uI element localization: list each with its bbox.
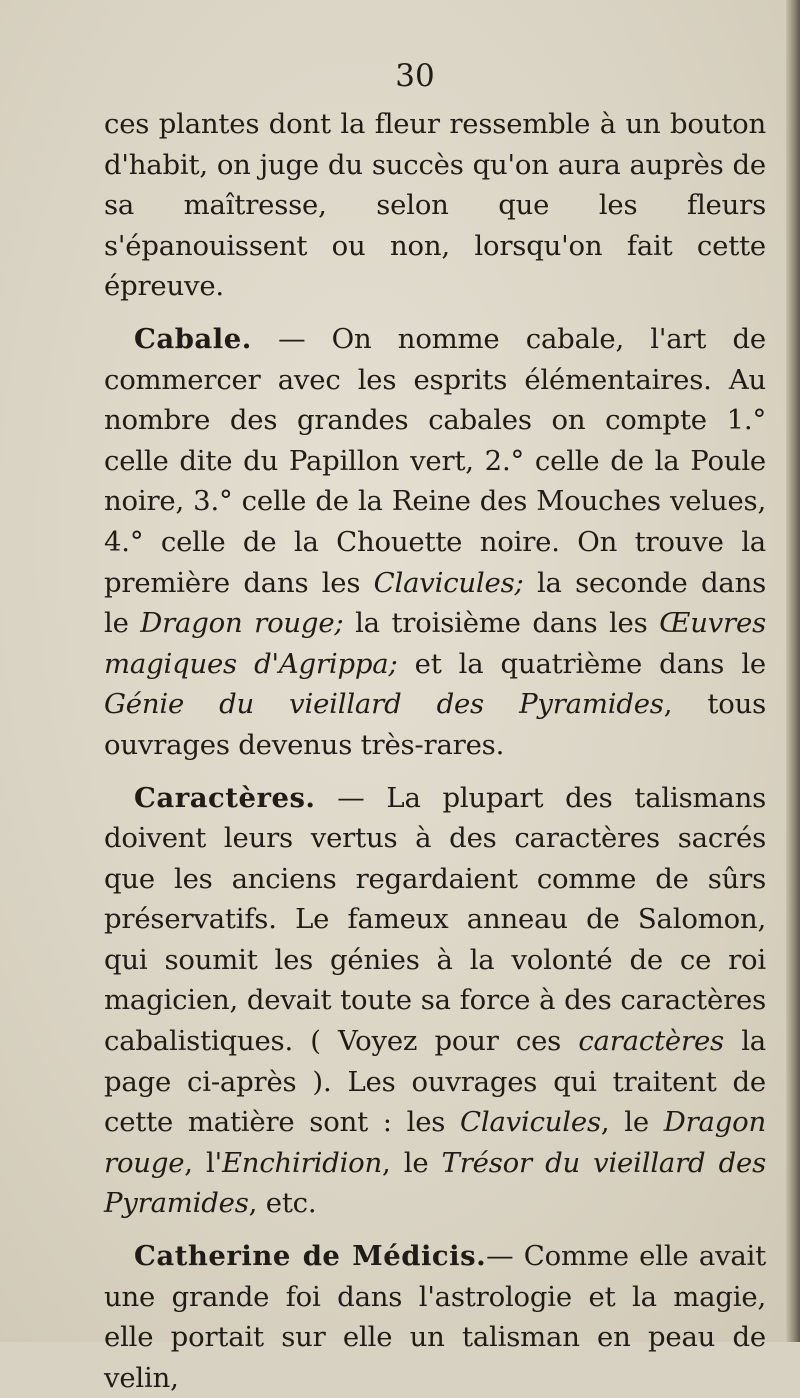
entry-text: , etc. [248, 1187, 317, 1220]
entry-text: , le [382, 1146, 442, 1179]
page-number: 30 [395, 58, 435, 94]
book-title-clavicules: Clavicules; [373, 566, 524, 599]
book-title-dragon-rouge: Dragon rouge; [140, 607, 344, 640]
continuation-text: ces plantes dont la fleur ressemble à un bouton d'habit, on juge du succès qu'on aura auprès de sa maîtresse, selon que les fleurs s'épanouissent ou non, lorsqu'on fait cette épreuve. [104, 108, 766, 303]
italic-caracteres: caractères [578, 1025, 724, 1058]
book-title-clavicules: Clavicules [460, 1106, 601, 1139]
entry-catherine-de-medicis [104, 1236, 766, 1398]
entry-caracteres [104, 778, 766, 1225]
entry-text: la seconde dans le [104, 566, 766, 640]
entry-text: — La plupart des talismans doivent leurs vertus à des caractères sacrés que les anciens regardaient comme de sûrs préservatifs. Le fameux anneau de Salomon, qui soumit les génies à la volonté de ce roi magicien, devait toute sa force à des caractères cabalistiques. ( Voyez pour ces [104, 781, 766, 1058]
entry-text: la page ci-après ). Les ouvrages qui traitent de cette matière sont : les [104, 1025, 766, 1139]
entry-text: et la quatrième dans le [397, 647, 766, 680]
entry-text: , tous ouvrages devenus très-rares. [104, 688, 766, 761]
page-edge [786, 0, 800, 1342]
book-title-oeuvres-magiques: Œuvres magiques d'Agrippa; [104, 607, 766, 680]
entry-text: — Comme elle avait une grande foi dans l'astrologie et la magie, elle portait sur elle un talisman en peau de velin, [104, 1240, 766, 1394]
entry-heading-caracteres: Caractères. [134, 781, 316, 814]
entry-text: , l' [184, 1146, 222, 1179]
paragraph-continuation [104, 104, 766, 307]
book-title-enchiridion: Enchiridion [221, 1146, 383, 1179]
entry-text: la troisième dans les [343, 607, 660, 640]
entry-text: , le [600, 1106, 664, 1139]
book-title-tresor-du-vieillard: Trésor du vieillard des Pyramides [104, 1146, 766, 1220]
entry-heading-catherine: Catherine de Médicis. [134, 1240, 487, 1273]
entry-cabale [104, 319, 766, 766]
book-title-dragon-rouge: Dragon rouge [104, 1106, 766, 1179]
entry-text: — On nomme cabale, l'art de commercer avec les esprits élémentaires. Au nombre des grandes cabales on compte 1.° celle dite du Papillon vert, 2.° celle de la Poule noire, 3.° celle de la Reine des Mouches velues, 4.° celle de la Chouette noire. On trouve la première dans les [104, 322, 766, 599]
entry-heading-cabale: Cabale. [134, 322, 252, 355]
book-title-genie-du-vieillard: Génie du vieillard des Pyramides [104, 688, 664, 721]
